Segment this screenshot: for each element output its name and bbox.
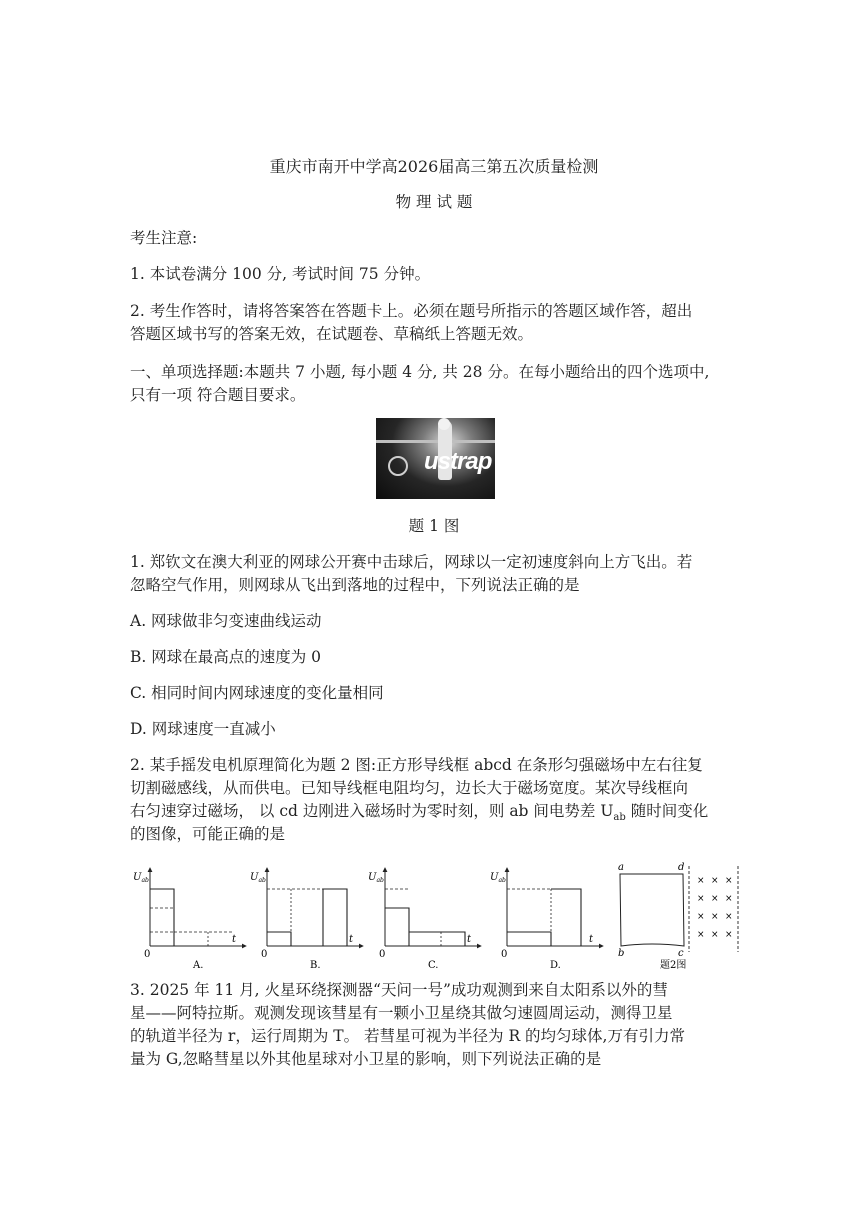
notice-heading: 考生注意: xyxy=(130,229,198,247)
q2-stem-line4: 的图像，可能正确的是 xyxy=(130,825,286,843)
q1-stem-line2: 忽略空气作用，则网球从飞出到落地的过程中，下列说法正确的是 xyxy=(130,576,580,594)
figure-2-caption: 题2图 xyxy=(660,960,687,971)
q1-option-c: C. 相同时间内网球速度的变化量相同 xyxy=(130,684,384,702)
corner-b-label: b xyxy=(618,948,625,959)
graph-d-u-label: $U_{ab}$ xyxy=(490,872,506,884)
graph-c-label: C. xyxy=(428,960,439,971)
photo-player-head xyxy=(438,418,450,430)
graph-b-u-label: $U_{ab}$ xyxy=(250,872,266,884)
graph-b-origin: 0 xyxy=(261,949,268,960)
notice-item-2-line2: 答题区域书写的答案无效，在试题卷、草稿纸上答题无效。 xyxy=(130,325,534,343)
graph-d-pulse-2 xyxy=(551,889,581,946)
notice-item-2-line1: 2. 考生作答时，请将答案答在答题卡上。必须在题号所指示的答题区域作答，超出 xyxy=(130,302,693,320)
field-cross-mark: × xyxy=(697,894,705,904)
field-cross-mark: × xyxy=(711,912,719,922)
question-2-figures xyxy=(128,858,748,976)
photo-racket xyxy=(388,456,408,476)
q1-option-d: D. 网球速度一直减小 xyxy=(130,720,276,738)
graph-b xyxy=(250,868,363,971)
graph-b-t-label: t xyxy=(349,934,354,945)
exam-subject: 物 理 试 题 xyxy=(395,193,473,211)
field-cross-mark: × xyxy=(697,912,705,922)
graph-c-pulse-1 xyxy=(385,908,409,946)
exam-title: 重庆市南开中学高2026届高三第五次质量检测 xyxy=(269,157,599,176)
graph-a-origin: 0 xyxy=(144,949,151,960)
q1-stem-line1: 1. 郑钦文在澳大利亚的网球公开赛中击球后，网球以一定初速度斜向上方飞出。若 xyxy=(130,553,693,571)
photo-court-line xyxy=(376,440,495,443)
graph-d-origin: 0 xyxy=(501,949,508,960)
notice-item-1: 1. 本试卷满分 100 分, 考试时间 75 分钟。 xyxy=(130,265,431,283)
graph-c-pulse-2 xyxy=(409,932,465,946)
graph-c-t-label: t xyxy=(467,934,472,945)
field-cross-mark: × xyxy=(711,894,719,904)
graph-a-label: A. xyxy=(193,960,204,971)
q1-option-b: B. 网球在最高点的速度为 0 xyxy=(130,648,322,666)
q3-stem-line3: 的轨道半径为 r，运行周期为 T。 若彗星可视为半径为 R 的均匀球体,万有引力常 xyxy=(130,1027,685,1045)
section-heading-line1: 一、单项选择题:本题共 7 小题, 每小题 4 分, 共 28 分。在每小题给出的四个选项中, xyxy=(130,363,710,381)
magnetic-field-marks xyxy=(697,876,733,940)
field-cross-mark: × xyxy=(725,894,733,904)
graph-b-pulse-1 xyxy=(267,932,291,946)
graph-b-pulse-2 xyxy=(323,889,347,946)
coil-field-figure xyxy=(618,862,738,971)
field-cross-mark: × xyxy=(725,930,733,940)
q2-stem-line1: 2. 某手摇发电机原理简化为题 2 图:正方形导线框 abcd 在条形匀强磁场中左右往复 xyxy=(130,756,703,774)
graph-d-label: D. xyxy=(550,960,561,971)
graph-a-t-label: t xyxy=(232,934,237,945)
q1-option-a: A. 网球做非匀变速曲线运动 xyxy=(130,612,322,630)
corner-a-label: a xyxy=(618,862,624,873)
q3-stem-line1: 3. 2025 年 11 月, 火星环绕探测器“天问一号”成功观测到来自太阳系以外的彗 xyxy=(130,981,668,999)
field-cross-mark: × xyxy=(725,876,733,886)
field-cross-mark: × xyxy=(697,930,705,940)
square-coil xyxy=(620,874,684,946)
q2-line3-subscript: ab xyxy=(613,812,626,824)
q3-stem-line2: 星——阿特拉斯。观测发现该彗星有一颗小卫星绕其做匀速圆周运动，测得卫星 xyxy=(130,1004,673,1022)
q2-line3-text: 右匀速穿过磁场， 以 cd 边刚进入磁场时为零时刻，则 ab 间电势差 U xyxy=(130,802,614,820)
photo-logo: ustrap xyxy=(424,448,492,475)
graph-c xyxy=(368,868,481,971)
corner-d-label: d xyxy=(678,862,685,873)
figure-1-caption: 题 1 图 xyxy=(408,517,460,535)
corner-c-label: c xyxy=(678,948,684,959)
q3-stem-line4: 量为 G,忽略彗星以外其他星球对小卫星的影响，则下列说法正确的是 xyxy=(130,1050,602,1068)
q2-stem-line2: 切割磁感线，从而供电。已知导线框电阻均匀，边长大于磁场宽度。某次导线框向 xyxy=(130,779,689,797)
graph-a-u-label: $U_{ab}$ xyxy=(133,872,149,884)
section-heading-line2: 只有一项 符合题目要求。 xyxy=(130,386,306,404)
graph-b-label: B. xyxy=(310,960,321,971)
graph-c-origin: 0 xyxy=(379,949,386,960)
field-cross-mark: × xyxy=(725,912,733,922)
q2-line3-tail: 随时间变化 xyxy=(625,802,709,820)
graph-a xyxy=(133,868,246,971)
graph-d-pulse-1 xyxy=(507,932,551,946)
field-cross-mark: × xyxy=(711,876,719,886)
graph-d-t-label: t xyxy=(589,934,594,945)
graph-d xyxy=(490,868,603,971)
tennis-player-photo xyxy=(376,418,495,499)
field-cross-mark: × xyxy=(711,930,719,940)
field-cross-mark: × xyxy=(697,876,705,886)
graph-c-u-label: $U_{ab}$ xyxy=(368,872,384,884)
graph-a-pulse-1 xyxy=(150,889,174,946)
